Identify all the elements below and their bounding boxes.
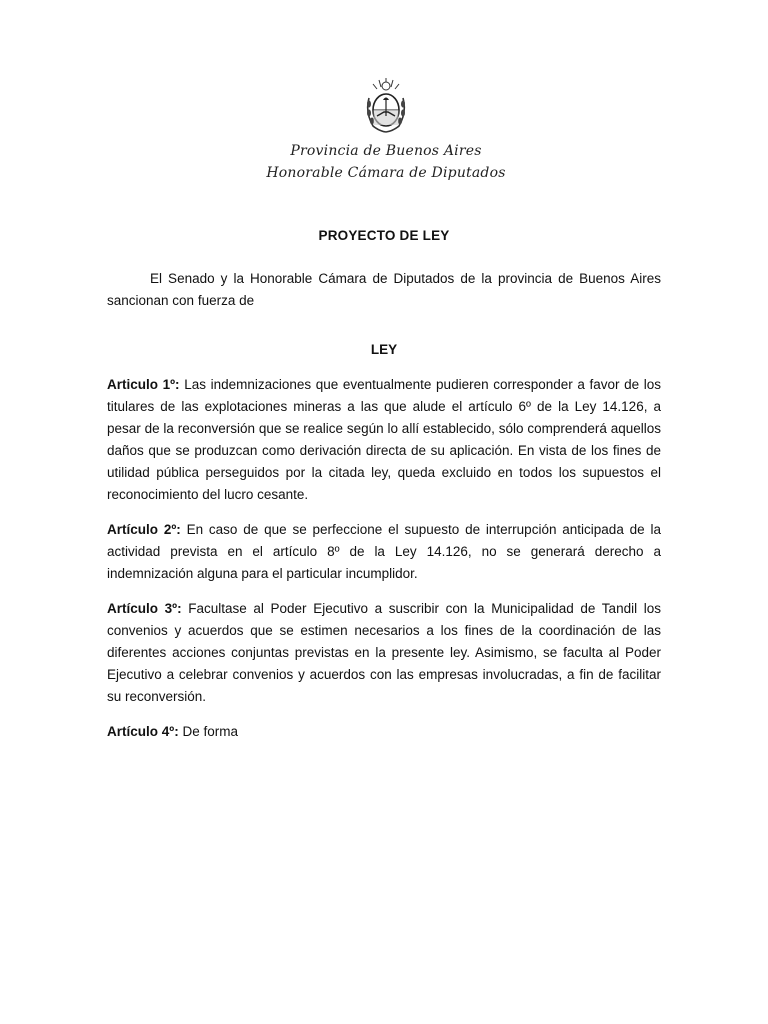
institution-province: Provincia de Buenos Aires	[290, 143, 482, 159]
institution-header	[200, 140, 572, 184]
article-3-text: Facultase al Poder Ejecutivo a suscribir con la Municipalidad de Tandil los convenios y acuerdos que se estimen necesarios a los fines de la coordinación de las diferentes acciones conjuntas previstas en la presente ley. Asimismo, se faculta al Poder Ejecutivo a celebrar convenios y acuerdos con las empresas involucradas, a fin de facilitar su reconversión.	[107, 601, 661, 704]
article-4-text: De forma	[182, 724, 238, 739]
article-1-text: Las indemnizaciones que eventualmente pudieren corresponder a favor de los titulares de las explotaciones mineras a las que alude el artículo 6º de la Ley 14.126, a pesar de la reconversión que se realice según lo allí establecido, sólo comprenderá aquellos daños que se produzcan como derivación directa de su aplicación. En vista de los fines de utilidad pública perseguidos por la citada ley, queda excluido en todos los supuestos el reconocimiento del lucro cesante.	[107, 377, 662, 502]
ley-heading: LEY	[370, 342, 398, 357]
article-1-label: Articulo 1º:	[107, 377, 180, 392]
article-3-label: Artículo 3º:	[107, 601, 182, 616]
document-title: PROYECTO DE LEY	[318, 228, 450, 243]
article-2-text: En caso de que se perfeccione el supuesto de interrupción anticipada de la actividad prevista en el artículo 8º de la Ley 14.126, no se generará derecho a indemnización alguna para el particular incumplidor.	[107, 522, 661, 581]
articles-list	[107, 374, 661, 756]
preamble-paragraph: El Senado y la Honorable Cámara de Diputados de la provincia de Buenos Aires sancionan con fuerza de	[107, 271, 661, 308]
article-3	[107, 598, 661, 708]
coat-of-arms-seal-icon	[363, 76, 409, 134]
article-2	[107, 519, 661, 585]
article-1	[107, 374, 661, 506]
institution-chamber: Honorable Cámara de Diputados	[266, 165, 506, 181]
article-2-label: Artículo 2º:	[107, 522, 181, 537]
article-4-label: Artículo 4º:	[107, 724, 179, 739]
article-4	[107, 721, 661, 743]
